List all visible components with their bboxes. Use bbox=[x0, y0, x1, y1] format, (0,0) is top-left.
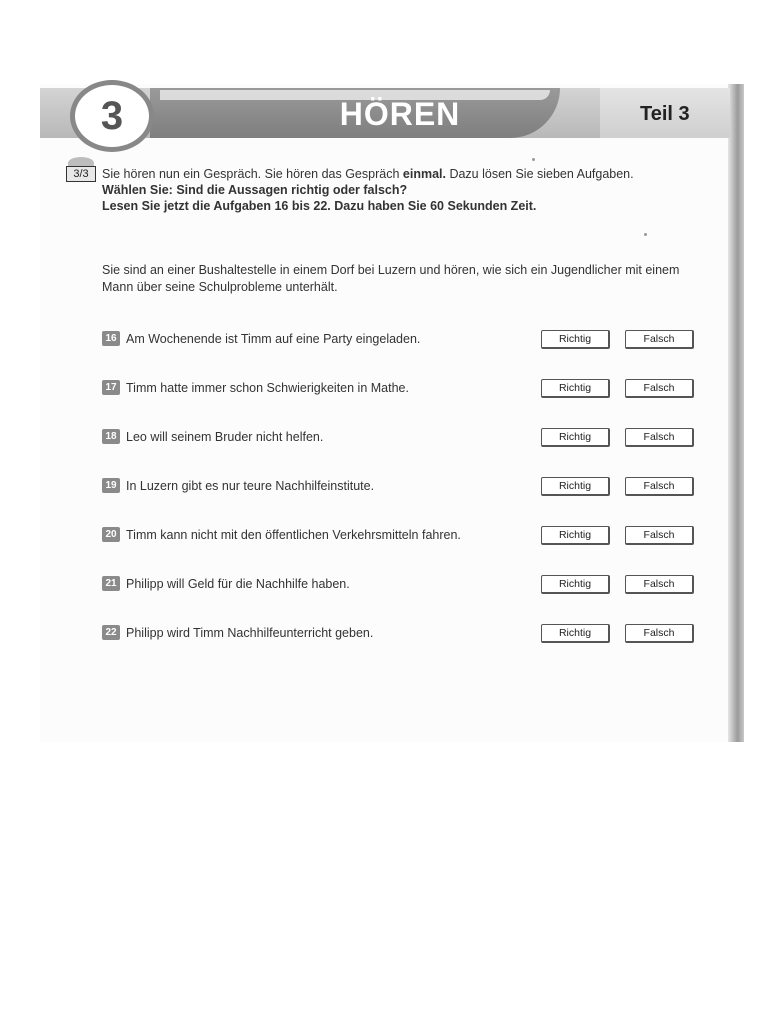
question-statement: Am Wochenende ist Timm auf eine Party eingeladen. bbox=[126, 332, 421, 346]
question-number: 21 bbox=[102, 576, 120, 591]
question-item bbox=[102, 428, 702, 448]
question-item bbox=[102, 477, 702, 497]
question-number: 19 bbox=[102, 478, 120, 493]
situation-description: Sie sind an einer Bushaltestelle in einem Dorf bei Luzern und hören, wie sich ein Jugendlicher mit einem Mann über seine Schulprobleme unterhält. bbox=[102, 263, 680, 294]
question-number: 17 bbox=[102, 380, 120, 395]
section-title: HÖREN bbox=[339, 96, 461, 132]
falsch-button[interactable]: Falsch bbox=[625, 428, 694, 447]
question-statement: Leo will seinem Bruder nicht helfen. bbox=[126, 430, 324, 444]
richtig-button[interactable]: Richtig bbox=[541, 624, 610, 643]
instruction-emphasis: einmal. bbox=[402, 167, 446, 181]
question-item bbox=[102, 624, 702, 644]
question-number: 20 bbox=[102, 527, 120, 542]
instruction-line-1 bbox=[102, 166, 682, 182]
question-statement: In Luzern gibt es nur teure Nachhilfeinstitute. bbox=[126, 479, 375, 493]
richtig-button[interactable]: Richtig bbox=[541, 575, 610, 594]
instruction-line-1-start: Sie hören nun ein Gespräch. Sie hören das Gespräch bbox=[102, 167, 403, 181]
falsch-button[interactable]: Falsch bbox=[625, 330, 694, 349]
scan-speck bbox=[532, 158, 535, 161]
page-edge-shadow bbox=[728, 84, 744, 742]
question-statement: Timm hatte immer schon Schwierigkeiten in Mathe. bbox=[126, 381, 409, 395]
question-number: 16 bbox=[102, 331, 120, 346]
question-item bbox=[102, 330, 702, 350]
falsch-button[interactable]: Falsch bbox=[625, 526, 694, 545]
richtig-button[interactable]: Richtig bbox=[541, 379, 610, 398]
falsch-button[interactable]: Falsch bbox=[625, 575, 694, 594]
question-item bbox=[102, 379, 702, 399]
question-number: 22 bbox=[102, 625, 120, 640]
instruction-line-3: Lesen Sie jetzt die Aufgaben 16 bis 22. Dazu haben Sie 60 Sekunden Zeit. bbox=[102, 199, 537, 213]
audio-track-number: 3/3 bbox=[66, 166, 96, 182]
question-statement: Timm kann nicht mit den öffentlichen Verkehrsmitteln fahren. bbox=[126, 528, 461, 542]
richtig-button[interactable]: Richtig bbox=[541, 526, 610, 545]
richtig-button[interactable]: Richtig bbox=[541, 428, 610, 447]
falsch-button[interactable]: Falsch bbox=[625, 624, 694, 643]
falsch-button[interactable]: Falsch bbox=[625, 477, 694, 496]
instruction-line-2: Wählen Sie: Sind die Aussagen richtig oder falsch? bbox=[102, 183, 408, 197]
question-statement: Philipp wird Timm Nachhilfeunterricht geben. bbox=[126, 626, 374, 640]
falsch-button[interactable]: Falsch bbox=[625, 379, 694, 398]
question-statement: Philipp will Geld für die Nachhilfe haben. bbox=[126, 577, 350, 591]
part-label: Teil 3 bbox=[640, 103, 690, 125]
instructions bbox=[102, 166, 682, 214]
instruction-line-1-end: Dazu lösen Sie sieben Aufgaben. bbox=[445, 167, 634, 181]
richtig-button[interactable]: Richtig bbox=[541, 477, 610, 496]
section-number-badge: 3 bbox=[70, 80, 154, 152]
question-number: 18 bbox=[102, 429, 120, 444]
scan-speck bbox=[644, 233, 647, 236]
question-item bbox=[102, 575, 702, 595]
richtig-button[interactable]: Richtig bbox=[541, 330, 610, 349]
question-item bbox=[102, 526, 702, 546]
